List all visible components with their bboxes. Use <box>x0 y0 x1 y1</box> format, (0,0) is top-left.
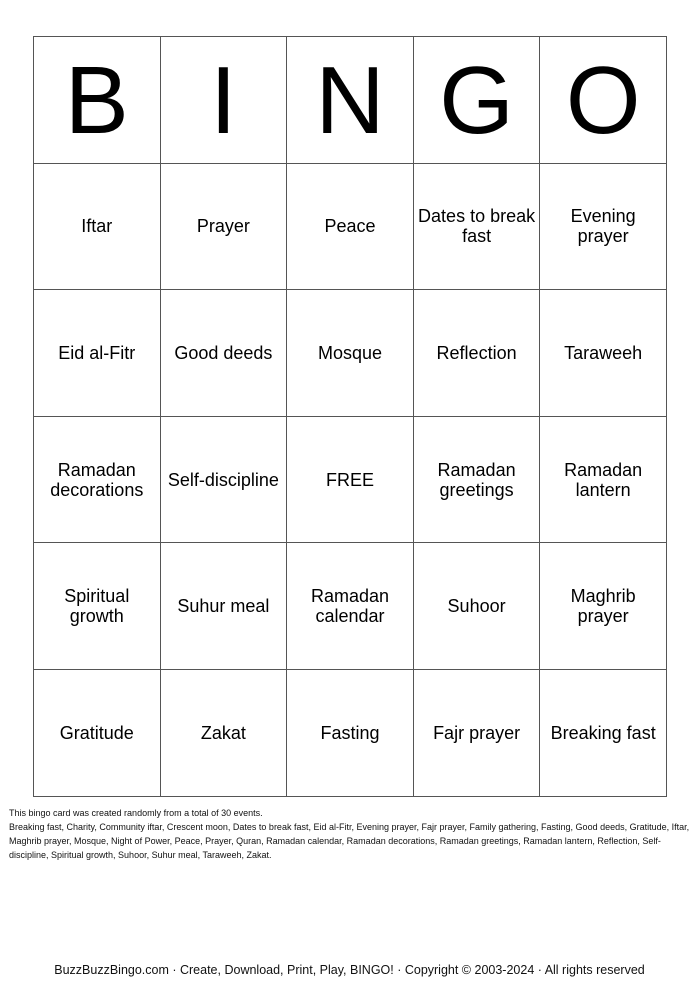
bingo-cell: Peace <box>287 164 414 291</box>
bingo-cell: Fajr prayer <box>414 670 541 797</box>
bingo-cell: Zakat <box>161 670 288 797</box>
bingo-cell: Mosque <box>287 290 414 417</box>
header-letter-n: N <box>287 37 414 164</box>
card-notes <box>9 806 693 862</box>
bingo-cell: Evening prayer <box>540 164 667 291</box>
bingo-cell: Eid al-Fitr <box>34 290 161 417</box>
bingo-row-4 <box>34 543 667 670</box>
bingo-cell: Suhoor <box>414 543 541 670</box>
bingo-cell: Ramadan greetings <box>414 417 541 544</box>
bingo-row-5 <box>34 670 667 797</box>
bingo-cell: Ramadan decorations <box>34 417 161 544</box>
bingo-row-3 <box>34 417 667 544</box>
bingo-cell: Maghrib prayer <box>540 543 667 670</box>
header-letter-g: G <box>414 37 541 164</box>
bingo-cell: Ramadan lantern <box>540 417 667 544</box>
bingo-cell: Taraweeh <box>540 290 667 417</box>
bingo-cell: Suhur meal <box>161 543 288 670</box>
bingo-card <box>33 36 667 797</box>
bingo-row-1 <box>34 164 667 291</box>
page-footer: BuzzBuzzBingo.com · Create, Download, Print, Play, BINGO! · Copyright © 2003-2024 · All rights reserved <box>54 963 645 977</box>
notes-summary: This bingo card was created randomly from a total of 30 events. <box>9 808 263 818</box>
bingo-cell: Breaking fast <box>540 670 667 797</box>
header-letter-b: B <box>34 37 161 164</box>
bingo-header-row <box>34 37 667 164</box>
bingo-cell: Dates to break fast <box>414 164 541 291</box>
bingo-cell: Ramadan calendar <box>287 543 414 670</box>
bingo-cell: Good deeds <box>161 290 288 417</box>
header-letter-i: I <box>161 37 288 164</box>
bingo-cell: Prayer <box>161 164 288 291</box>
notes-event-list: Breaking fast, Charity, Community iftar, Crescent moon, Dates to break fast, Eid al-Fitr, Evening prayer, Fajr prayer, Family gathering, Fasting, Good deeds, Gratitude, Iftar, Maghrib prayer, Mosque, Night of Power, Peace, Prayer, Quran, Ramadan calendar, Ramadan decorations, Ramadan greetings, Ramadan lantern, Reflection, Self-discipline, Spiritual growth, Suhoor, Suhur meal, Taraweeh, Zakat. <box>9 822 690 860</box>
header-letter-o: O <box>540 37 667 164</box>
bingo-cell: Self-discipline <box>161 417 288 544</box>
bingo-cell: Iftar <box>34 164 161 291</box>
bingo-cell: Reflection <box>414 290 541 417</box>
bingo-row-2 <box>34 290 667 417</box>
bingo-cell: Fasting <box>287 670 414 797</box>
free-space-cell: FREE <box>287 417 414 544</box>
bingo-cell: Gratitude <box>34 670 161 797</box>
bingo-cell: Spiritual growth <box>34 543 161 670</box>
